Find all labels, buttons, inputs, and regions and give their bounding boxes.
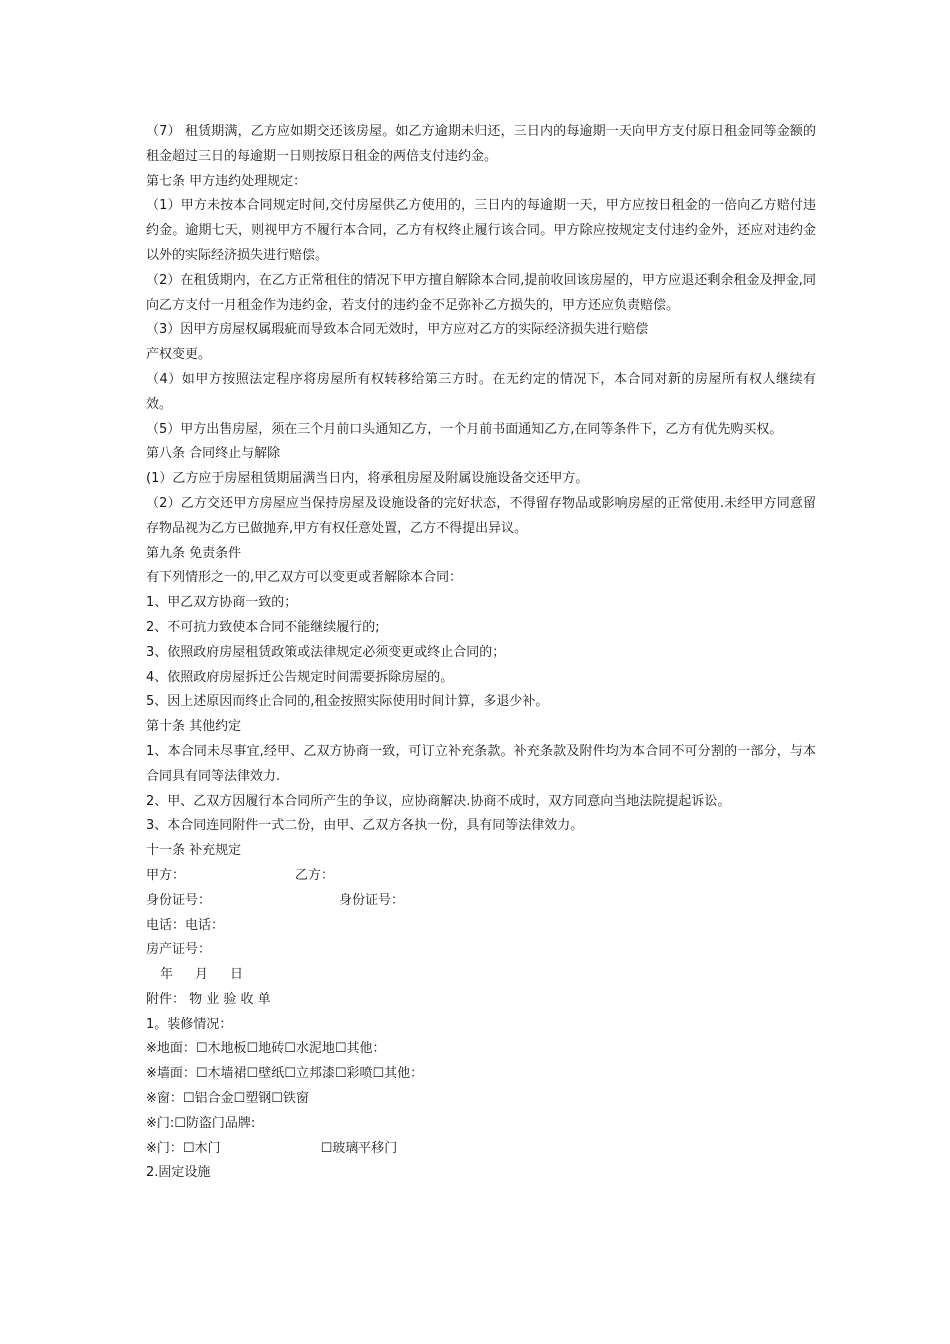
article-9-item-2: 2、不可抗力致使本合同不能继续履行的;: [146, 619, 380, 635]
glass-door-option: ☐玻璃平移门: [320, 1140, 398, 1156]
contract-document: [146, 120, 816, 1186]
day-label: 日: [230, 967, 244, 983]
property-change-heading: 产权变更。: [146, 347, 212, 363]
security-door-checklist: ※门:☐防盗门品牌:: [146, 1115, 256, 1131]
clause-8-1: (1）乙方应于房屋租赁期届满当日内，将承租房屋及附属设施设备交还甲方。: [146, 471, 589, 487]
signature-phone: 电话：电话：: [146, 917, 225, 933]
id-b-label: 身份证号：: [339, 892, 405, 908]
wood-door-option: ※门：☐木门: [146, 1140, 221, 1156]
wall-checklist: ※墙面：☐木墙裙☐壁纸☐立邦漆☐彩喷☐其他：: [146, 1066, 424, 1082]
attachment-title: 附件： 物 业 验 收 单: [146, 991, 271, 1007]
clause-8-2: （2）乙方交还甲方房屋应当保持房屋及设施设备的完好状态，不得留存物品或影响房屋的正常使用.未经甲方同意留存物品视为乙方已做抛弃,甲方有权任意处置，乙方不得提出异议。: [146, 495, 816, 536]
fixed-facilities-heading: 2.固定设施: [146, 1165, 211, 1181]
window-checklist: ※窗：☐铝合金☐塑钢☐铁窗: [146, 1091, 309, 1107]
party-b-label: 乙方：: [295, 867, 335, 883]
year-label: 年: [160, 967, 174, 983]
party-a-label: 甲方：: [146, 867, 186, 883]
article-10-item-2: 2、甲、乙双方因履行本合同所产生的争议，应协商解决.协商不成时，双方同意向当地法院提起诉讼。: [146, 793, 731, 809]
decoration-section-heading: 1。装修情况：: [146, 1016, 233, 1032]
article-10-item-3: 3、本合同连同附件一式二份，由甲、乙双方各执一份，具有同等法律效力。: [146, 818, 584, 834]
article-9-item-1: 1、甲乙双方协商一致的；: [146, 595, 298, 611]
article-9-intro: 有下列情形之一的,甲乙双方可以变更或者解除本合同：: [146, 570, 463, 586]
article-8-heading: 第八条 合同终止与解除: [146, 446, 281, 462]
clause-7-3: （3）因甲方房屋权属瑕疵而导致本合同无效时，甲方应对乙方的实际经济损失进行赔偿: [146, 322, 649, 338]
month-label: 月: [195, 967, 209, 983]
article-9-item-4: 4、依照政府房屋拆迁公告规定时间需要拆除房屋的。: [146, 669, 454, 685]
door-checklist: [146, 1137, 816, 1162]
article-7-heading: 第七条 甲方违约处理规定：: [146, 173, 307, 189]
article-11-heading: 十一条 补充规定: [146, 843, 242, 859]
floor-checklist: ※地面：☐木地板☐地砖☐水泥地☐其他：: [146, 1041, 386, 1057]
property-cert-label: 房产证号：: [146, 942, 212, 958]
clause-7-5: （5）甲方出售房屋，须在三个月前口头通知乙方，一个月前书面通知乙方,在同等条件下，乙方有优先购买权。: [146, 421, 783, 437]
clause-7-1: （1）甲方未按本合同规定时间,交付房屋供乙方使用的，三日内的每逾期一天，甲方应按日租金的一倍向乙方赔付违约金。逾期七天，则视甲方不履行本合同，乙方有权终止履行该合同。甲方除应按规定支付违约金外，还应对违约金以外的实际经济损失进行赔偿。: [146, 198, 816, 263]
article-10-heading: 第十条 其他约定: [146, 719, 242, 735]
signature-ids: [146, 889, 816, 914]
article-9-item-5: 5、因上述原因而终止合同的,租金按照实际使用时间计算，多退少补。: [146, 694, 549, 710]
clause-7-4: （4）如甲方按照法定程序将房屋所有权转移给第三方时。在无约定的情况下，本合同对新的房屋所有权人继续有效。: [146, 371, 816, 412]
signature-parties: [146, 864, 816, 889]
article-9-item-3: 3、依照政府房屋租赁政策或法律规定必须变更或终止合同的；: [146, 644, 506, 660]
article-9-heading: 第九条 免责条件: [146, 545, 242, 561]
clause-7-2: （2）在租赁期内，在乙方正常租住的情况下甲方擅自解除本合同,提前收回该房屋的，甲方应退还剩余租金及押金,同向乙方支付一月租金作为违约金，若支付的违约金不足弥补乙方损失的，甲方还应负责赔偿。: [146, 272, 816, 313]
clause-6-7: （7） 租赁期满，乙方应如期交还该房屋。如乙方逾期未归还，三日内的每逾期一天向甲方支付原日租金同等金额的租金超过三日的每逾期一日则按原日租金的两倍支付违约金。: [146, 124, 816, 164]
id-a-label: 身份证号：: [146, 892, 212, 908]
article-10-item-1: 1、本合同未尽事宜,经甲、乙双方协商一致，可订立补充条款。补充条款及附件均为本合同不可分割的一部分，与本合同具有同等法律效力.: [146, 743, 816, 784]
signature-date: [146, 963, 816, 988]
